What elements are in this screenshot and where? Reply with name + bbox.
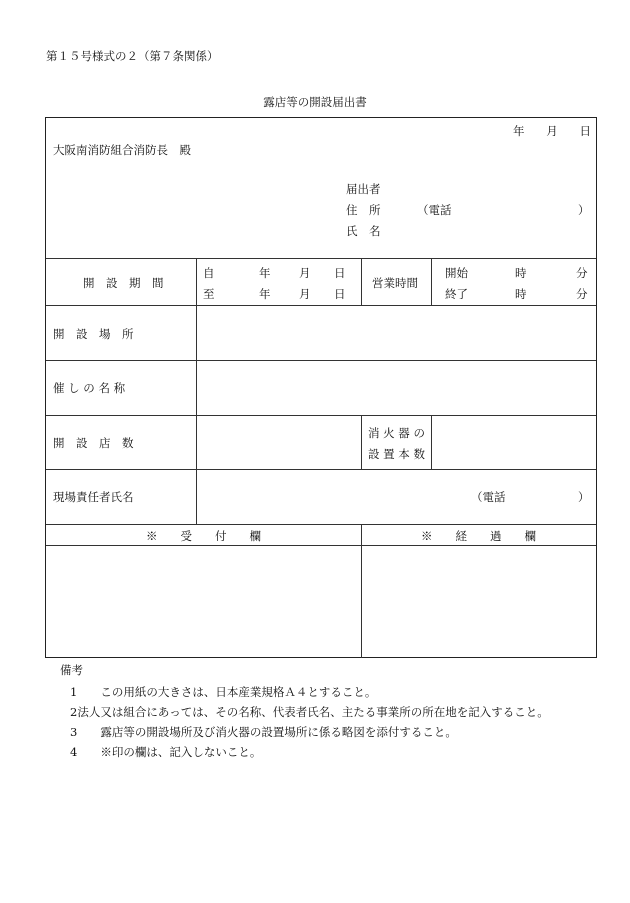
notes-heading: 備考: [60, 663, 83, 677]
form-number: 第１５号様式の２（第７条関係）: [46, 49, 219, 63]
reception-header: ※ 受 付 欄: [146, 529, 261, 543]
note-item: 2法人又は組合にあっては、その名称、代表者氏名、主たる事業所の所在地を記入すること。: [70, 705, 549, 719]
month-label: 月: [546, 124, 558, 138]
end-minute-unit: 分: [576, 287, 588, 301]
row-divider: [46, 305, 596, 306]
business-hours-label: 営業時間: [372, 276, 418, 290]
from-day-unit: 日: [334, 266, 346, 280]
from-label: 自: [203, 266, 215, 280]
address-label: 住 所: [346, 203, 381, 217]
extinguisher-label: 消 火 器 の: [368, 426, 425, 440]
manager-phone-close: ）: [578, 490, 590, 504]
to-year-unit: 年: [259, 287, 271, 301]
manager-phone-label: （電話: [471, 490, 506, 504]
extinguisher-count-label: 設 置 本 数: [368, 447, 425, 461]
end-label: 終了: [445, 287, 468, 301]
phone-close: ）: [578, 203, 590, 217]
start-hour-unit: 時: [515, 266, 527, 280]
to-day-unit: 日: [334, 287, 346, 301]
column-divider: [361, 415, 362, 469]
phone-label: （電話: [417, 203, 452, 217]
document-title: 露店等の開設届出書: [263, 95, 367, 109]
column-divider: [361, 524, 362, 658]
column-divider: [361, 258, 362, 305]
form-table: [45, 117, 597, 658]
row-divider: [46, 415, 596, 416]
start-label: 開始: [445, 266, 468, 280]
note-item: 3 露店等の開設場所及び消火器の設置場所に係る略図を添付すること。: [70, 725, 457, 739]
progress-header: ※ 経 過 欄: [421, 529, 536, 543]
to-month-unit: 月: [299, 287, 311, 301]
event-name-label: 催 し の 名 称: [53, 381, 126, 395]
store-count-label: 開 設 店 数: [53, 436, 134, 450]
day-label: 日: [579, 124, 591, 138]
applicant-label: 届出者: [346, 182, 381, 196]
column-divider: [196, 258, 197, 524]
column-divider: [431, 258, 432, 305]
date-line: [513, 123, 591, 139]
to-label: 至: [203, 287, 215, 301]
row-divider: [46, 360, 596, 361]
column-divider: [431, 415, 432, 469]
addressee: 大阪南消防組合消防長 殿: [53, 143, 191, 157]
manager-label: 現場責任者氏名: [53, 490, 134, 504]
note-item: 4 ※印の欄は、記入しないこと。: [70, 745, 262, 759]
note-item: 1 この用紙の大きさは、日本産業規格Ａ４とすること。: [70, 685, 377, 699]
year-label: 年: [513, 124, 525, 138]
row-divider: [46, 469, 596, 470]
start-minute-unit: 分: [576, 266, 588, 280]
row-divider: [46, 545, 596, 546]
location-label: 開 設 場 所: [53, 327, 134, 341]
from-month-unit: 月: [299, 266, 311, 280]
row-divider: [46, 524, 596, 525]
name-label: 氏 名: [346, 224, 381, 238]
end-hour-unit: 時: [515, 287, 527, 301]
period-label: 開 設 期 間: [83, 276, 164, 290]
row-divider: [46, 258, 596, 259]
from-year-unit: 年: [259, 266, 271, 280]
